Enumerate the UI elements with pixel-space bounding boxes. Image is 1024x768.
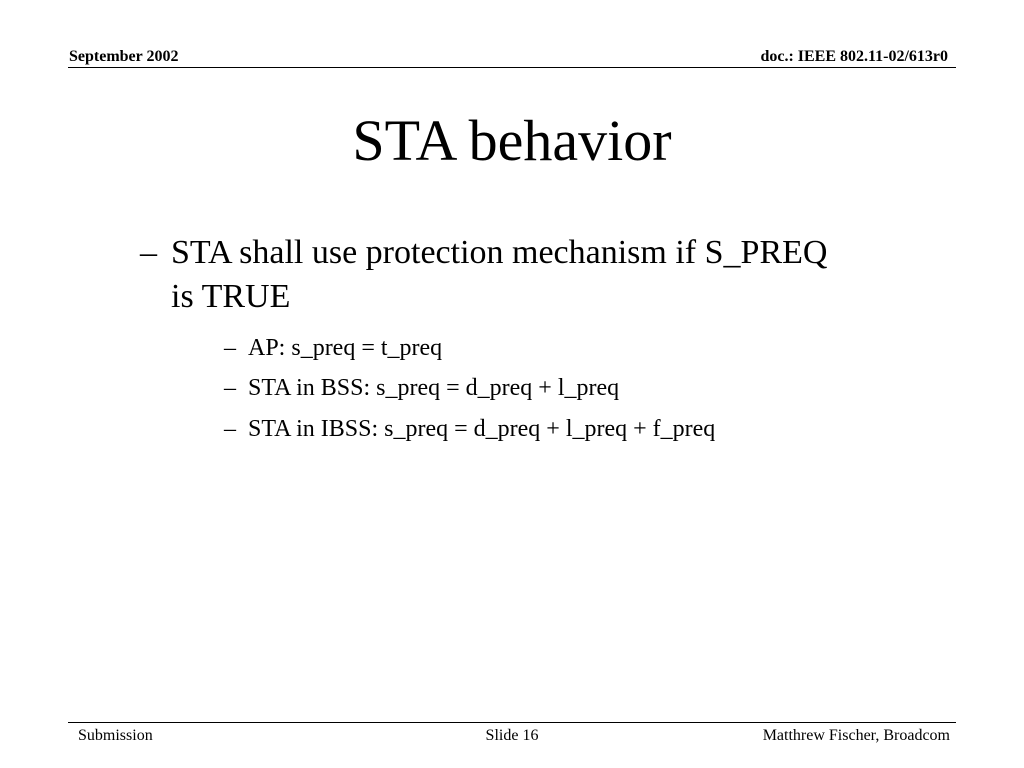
bullet-dash: –	[224, 375, 236, 401]
bullet-dash: –	[224, 335, 236, 361]
footer-submission: Submission	[78, 727, 153, 744]
sub-bullet-text: STA in IBSS: s_preq = d_preq + l_preq + f_preq	[248, 416, 716, 442]
sub-bullet	[224, 373, 619, 403]
slide-title: STA behavior	[352, 108, 672, 173]
sub-bullet	[224, 414, 715, 444]
sub-bullet-text: AP: s_preq = t_preq	[248, 335, 443, 361]
header-doc-id: doc.: IEEE 802.11-02/613r0	[760, 48, 948, 65]
main-bullet	[140, 231, 840, 319]
header-divider	[68, 67, 956, 68]
footer-divider	[68, 722, 956, 723]
footer-author: Matthrew Fischer, Broadcom	[762, 727, 950, 744]
sub-bullet-text: STA in BSS: s_preq = d_preq + l_preq	[248, 375, 620, 401]
bullet-dash: –	[224, 416, 236, 442]
header-date: September 2002	[69, 48, 179, 65]
footer-slide-number: Slide 16	[485, 727, 539, 744]
main-bullet-text: STA shall use protection mechanism if S_PREQ is TRUE	[171, 234, 828, 315]
bullet-dash: –	[140, 234, 157, 271]
sub-bullet	[224, 333, 442, 363]
